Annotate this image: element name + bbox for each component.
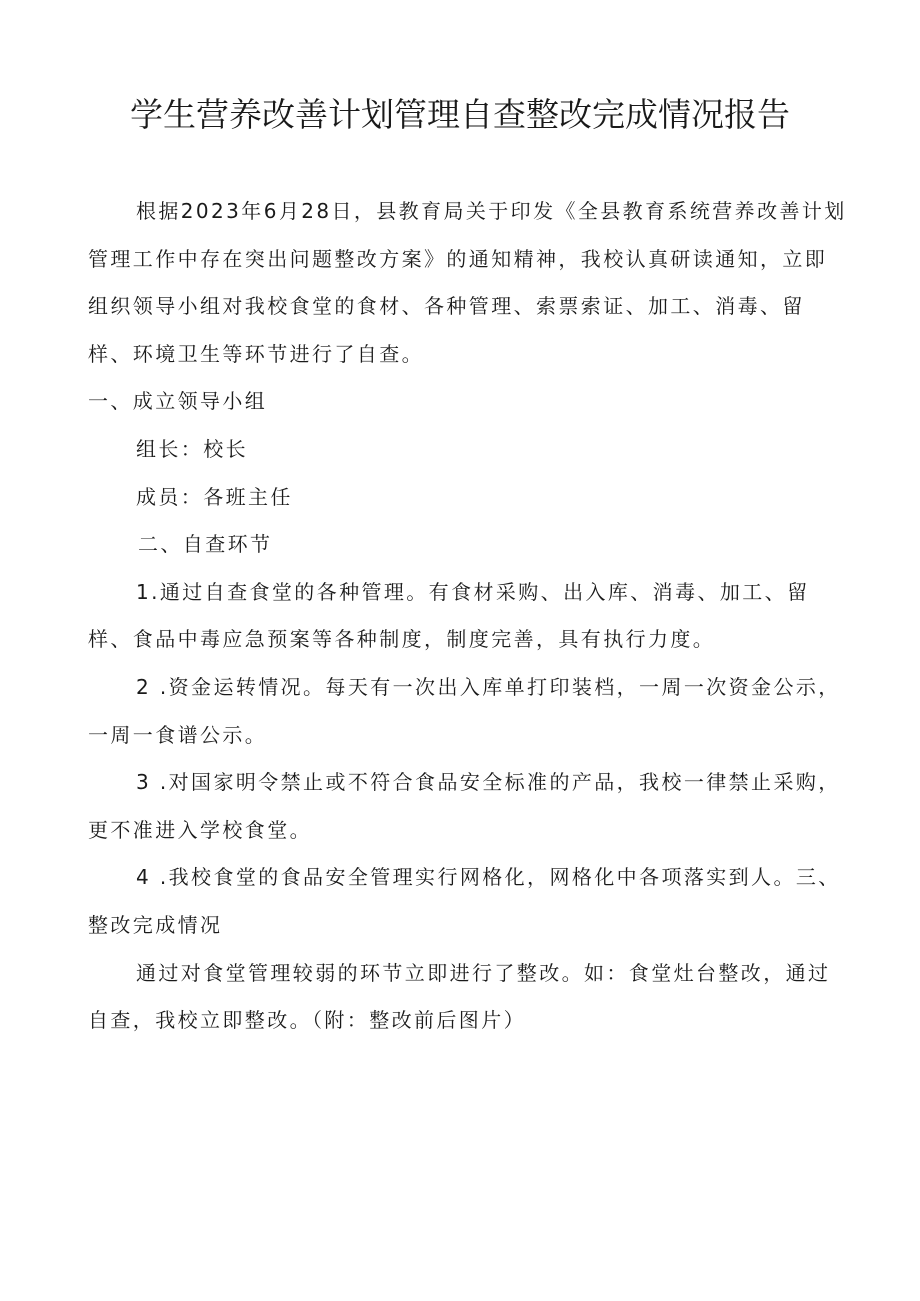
document-title: 学生营养改善计划管理自查整改完成情况报告 xyxy=(130,95,790,134)
rectification-paragraph: 通过对食堂管理较弱的环节立即进行了整改。如：食堂灶台整改，通过自查，我校立即整改。（附：整改前后图片） xyxy=(88,960,831,1033)
intro-paragraph: 根据2023年6月28日，县教育局关于印发《全县教育系统营养改善计划管理工作中存在突出问题整改方案》的通知精神，我校认真研读通知，立即组织领导小组对我校食堂的食材、各种管理、索票索证、加工、消毒、留样、环境卫生等环节进行了自查。 xyxy=(88,199,847,366)
leader-line: 组长：校长 xyxy=(136,436,248,461)
section-heading-leadership: 一、成立领导小组 xyxy=(88,389,268,414)
check-item-2: 2 .资金运转情况。每天有一次出入库单打印装档，一周一次资金公示，一周一食谱公示。 xyxy=(88,674,841,747)
document-body xyxy=(88,188,848,1045)
check-item-3: 3 .对国家明令禁止或不符合食品安全标准的产品，我校一律禁止采购，更不准进入学校食堂。 xyxy=(88,770,841,842)
check-item-4: 4 .我校食堂的食品安全管理实行网格化，网格化中各项落实到人。三、整改完成情况 xyxy=(88,865,841,937)
check-item-1: 1.通过自查食堂的各种管理。有食材采购、出入库、消毒、加工、留样、食品中毒应急预案等各种制度，制度完善，具有执行力度。 xyxy=(88,579,810,652)
section-heading-self-check: 二、自查环节 xyxy=(138,532,273,557)
members-line: 成员：各班主任 xyxy=(136,484,293,509)
